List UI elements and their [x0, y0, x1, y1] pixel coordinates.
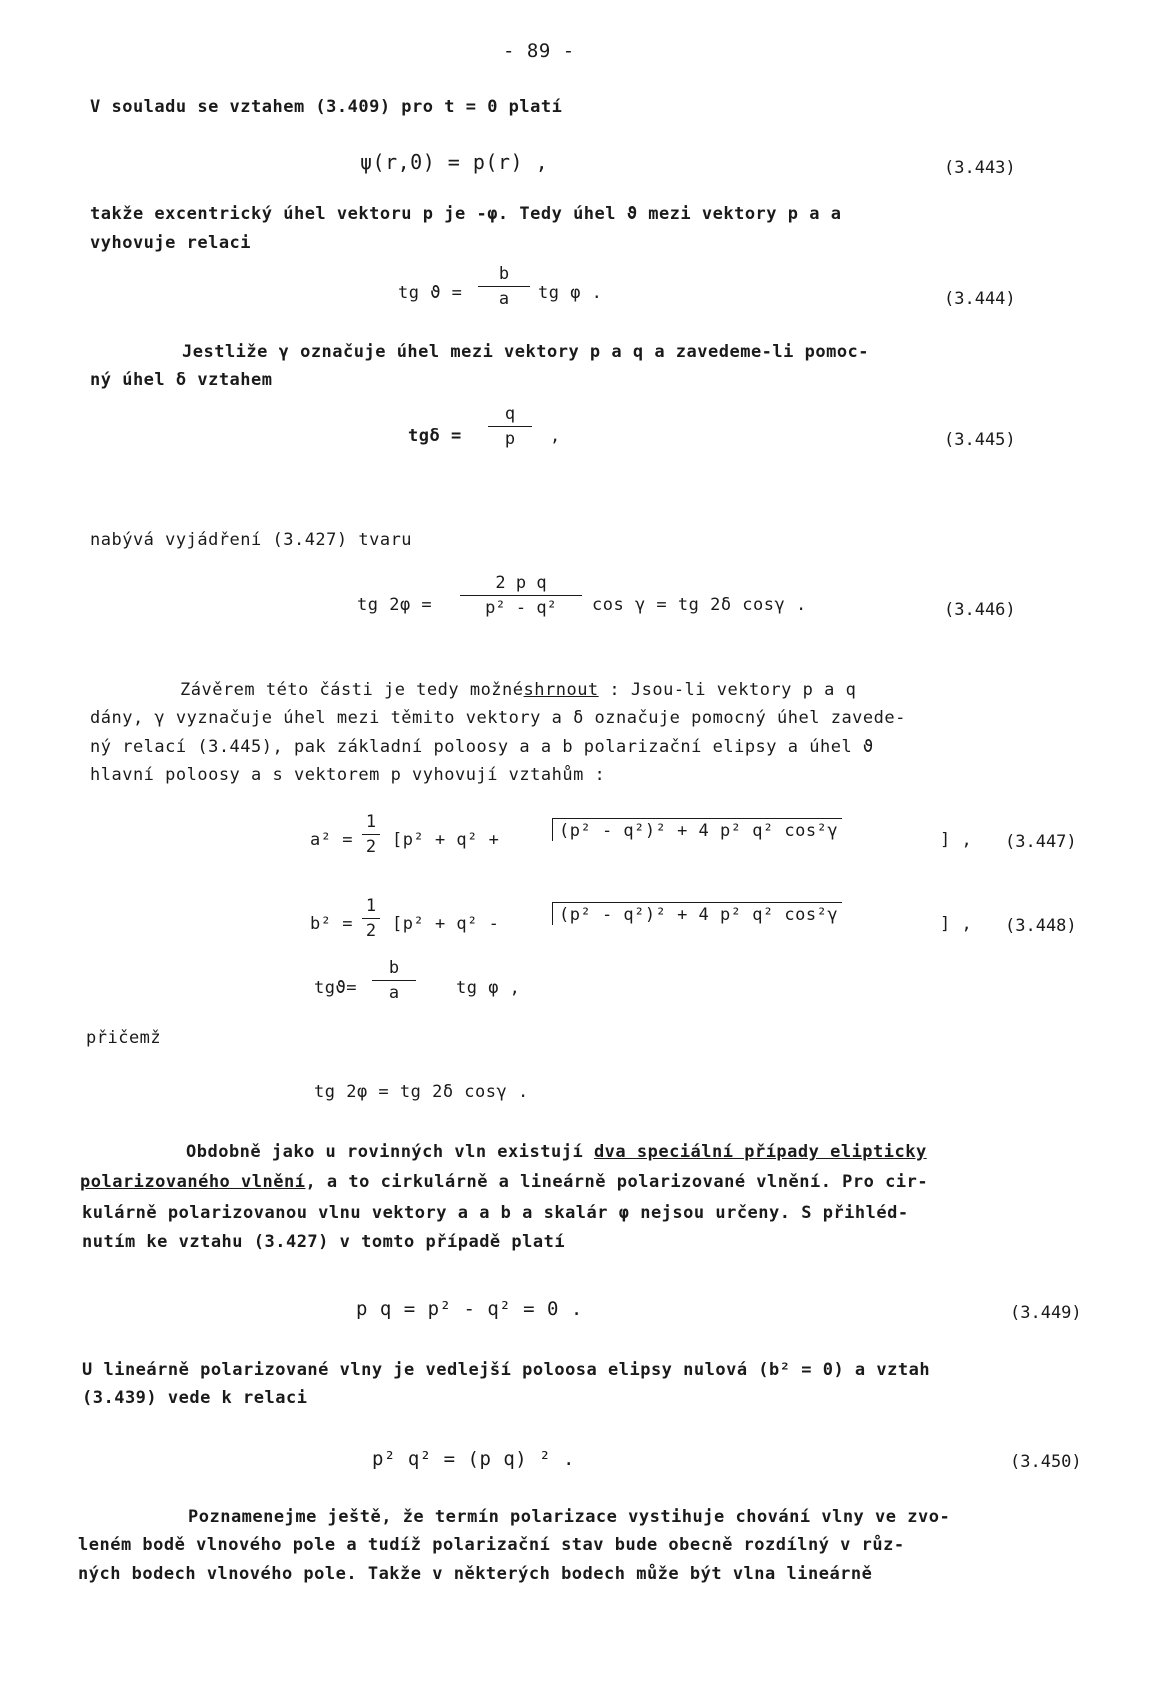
fraction-denominator: p	[504, 429, 516, 449]
text-segment: Závěrem této části je tedy možné	[180, 680, 524, 700]
equation-tg-theta-lhs: tgϑ=	[314, 978, 357, 998]
square-root: (p² - q²)² + 4 p² q² cos²γ	[552, 902, 842, 925]
equation-3-447-lhs: a² =	[310, 830, 353, 850]
square-root: (p² - q²)² + 4 p² q² cos²γ	[552, 818, 842, 841]
equation-3-443: ψ(r,0) = p(r) ,	[360, 150, 549, 174]
equation-3-450: p² q² = (p q) ² .	[372, 1448, 575, 1470]
fraction-denominator: 2	[365, 837, 377, 857]
text-line-18: Poznamenejme ještě, že termín polarizace vystihuje chování vlny ve zvo-	[188, 1507, 951, 1527]
equation-3-447-mid: [p² + q² +	[392, 830, 500, 850]
equation-3-448-lhs: b² =	[310, 914, 353, 934]
fraction-bar	[478, 286, 530, 287]
equation-3-446-fraction	[460, 573, 582, 618]
text-line-13	[80, 1172, 928, 1192]
equation-3-448-mid: [p² + q² -	[392, 914, 500, 934]
equation-3-446-lhs: tg 2φ =	[357, 595, 433, 615]
text-line-5: ný úhel δ vztahem	[90, 370, 273, 390]
text-line-11: přičemž	[86, 1028, 162, 1048]
equation-3-449: p q = p² - q² = 0 .	[356, 1298, 583, 1320]
equation-tg-theta-fraction	[372, 958, 416, 1003]
fraction-bar	[362, 918, 380, 919]
text-segment: : Jsou-li vektory p a q	[598, 680, 857, 700]
text-line-6: nabývá vyjádření (3.427) tvaru	[90, 530, 413, 550]
equation-number-3-447: (3.447)	[1005, 832, 1077, 852]
text-line-12	[186, 1142, 927, 1162]
equation-3-445-lhs: tgδ =	[408, 426, 462, 446]
fraction-numerator: 2 p q	[495, 573, 547, 593]
equation-3-448-end: ] ,	[940, 914, 973, 934]
underlined-text: dva speciální případy elipticky	[593, 1142, 927, 1162]
fraction-bar	[488, 426, 532, 427]
text-line-8: dány, γ vyznačuje úhel mezi těmito vektory a δ označuje pomocný úhel zavede-	[90, 708, 906, 728]
equation-3-444-fraction	[478, 264, 530, 309]
text-line-16: U lineárně polarizované vlny je vedlejší poloosa elipsy nulová (b² = 0) a vztah	[82, 1360, 931, 1380]
equation-number-3-449: (3.449)	[1010, 1303, 1082, 1323]
text-line-1: V souladu se vztahem (3.409) pro t = 0 platí	[90, 97, 563, 117]
text-line-9: ný relací (3.445), pak základní poloosy a a b polarizační elipsy a úhel ϑ	[90, 737, 874, 757]
text-line-10: hlavní poloosy a s vektorem p vyhovují vztahům :	[90, 765, 606, 785]
fraction-bar	[372, 980, 416, 981]
equation-3-445-rhs: ,	[550, 426, 561, 446]
underlined-text: shrnout	[523, 680, 599, 700]
equation-3-445-fraction	[488, 404, 532, 449]
page-number: - 89 -	[503, 40, 575, 62]
text-line-7	[180, 680, 856, 700]
fraction-denominator: 2	[365, 921, 377, 941]
equation-3-447-half	[362, 812, 380, 857]
equation-3-447-radical	[552, 818, 842, 841]
fraction-denominator: p² - q²	[485, 598, 557, 618]
text-line-2: takže excentrický úhel vektoru p je -φ. Tedy úhel ϑ mezi vektory p a a	[90, 204, 842, 224]
fraction-numerator: 1	[365, 812, 377, 832]
equation-3-446-rhs: cos γ = tg 2δ cosγ .	[592, 595, 807, 615]
text-line-19: leném bodě vlnového pole a tudíž polarizační stav bude obecně rozdílný v růz-	[78, 1535, 905, 1555]
text-line-20: ných bodech vlnového pole. Takže v některých bodech může být vlna lineárně	[78, 1564, 873, 1584]
text-line-15: nutím ke vztahu (3.427) v tomto případě platí	[82, 1232, 566, 1252]
equation-3-448-half	[362, 896, 380, 941]
equation-number-3-445: (3.445)	[944, 430, 1016, 450]
equation-number-3-448: (3.448)	[1005, 916, 1077, 936]
fraction-numerator: q	[504, 404, 516, 424]
equation-3-448-radical	[552, 902, 842, 925]
equation-3-444-rhs: tg φ .	[538, 283, 603, 303]
equation-number-3-450: (3.450)	[1010, 1452, 1082, 1472]
fraction-bar	[362, 834, 380, 835]
fraction-denominator: a	[498, 289, 510, 309]
underlined-text: polarizovaného vlnění	[80, 1172, 306, 1192]
fraction-denominator: a	[388, 983, 400, 1003]
equation-number-3-444: (3.444)	[944, 289, 1016, 309]
equation-tg-2phi: tg 2φ = tg 2δ cosγ .	[314, 1082, 529, 1102]
text-segment: , a to cirkulárně a lineárně polarizované vlnění. Pro cir-	[305, 1172, 929, 1192]
text-line-17: (3.439) vede k relaci	[82, 1388, 308, 1408]
equation-3-444-lhs: tg ϑ =	[398, 283, 463, 303]
equation-number-3-443: (3.443)	[944, 158, 1016, 178]
equation-number-3-446: (3.446)	[944, 600, 1016, 620]
fraction-numerator: b	[388, 958, 400, 978]
text-line-14: kulárně polarizovanou vlnu vektory a a b a skalár φ nejsou určeny. S přihléd-	[82, 1203, 909, 1223]
text-line-3: vyhovuje relaci	[90, 233, 252, 253]
fraction-numerator: b	[498, 264, 510, 284]
text-segment: Obdobně jako u rovinných vln existují	[186, 1142, 594, 1162]
fraction-bar	[460, 595, 582, 596]
equation-3-447-end: ] ,	[940, 830, 973, 850]
text-line-4: Jestliže γ označuje úhel mezi vektory p a q a zavedeme-li pomoc-	[182, 342, 870, 362]
equation-tg-theta-rhs: tg φ ,	[456, 978, 521, 998]
fraction-numerator: 1	[365, 896, 377, 916]
